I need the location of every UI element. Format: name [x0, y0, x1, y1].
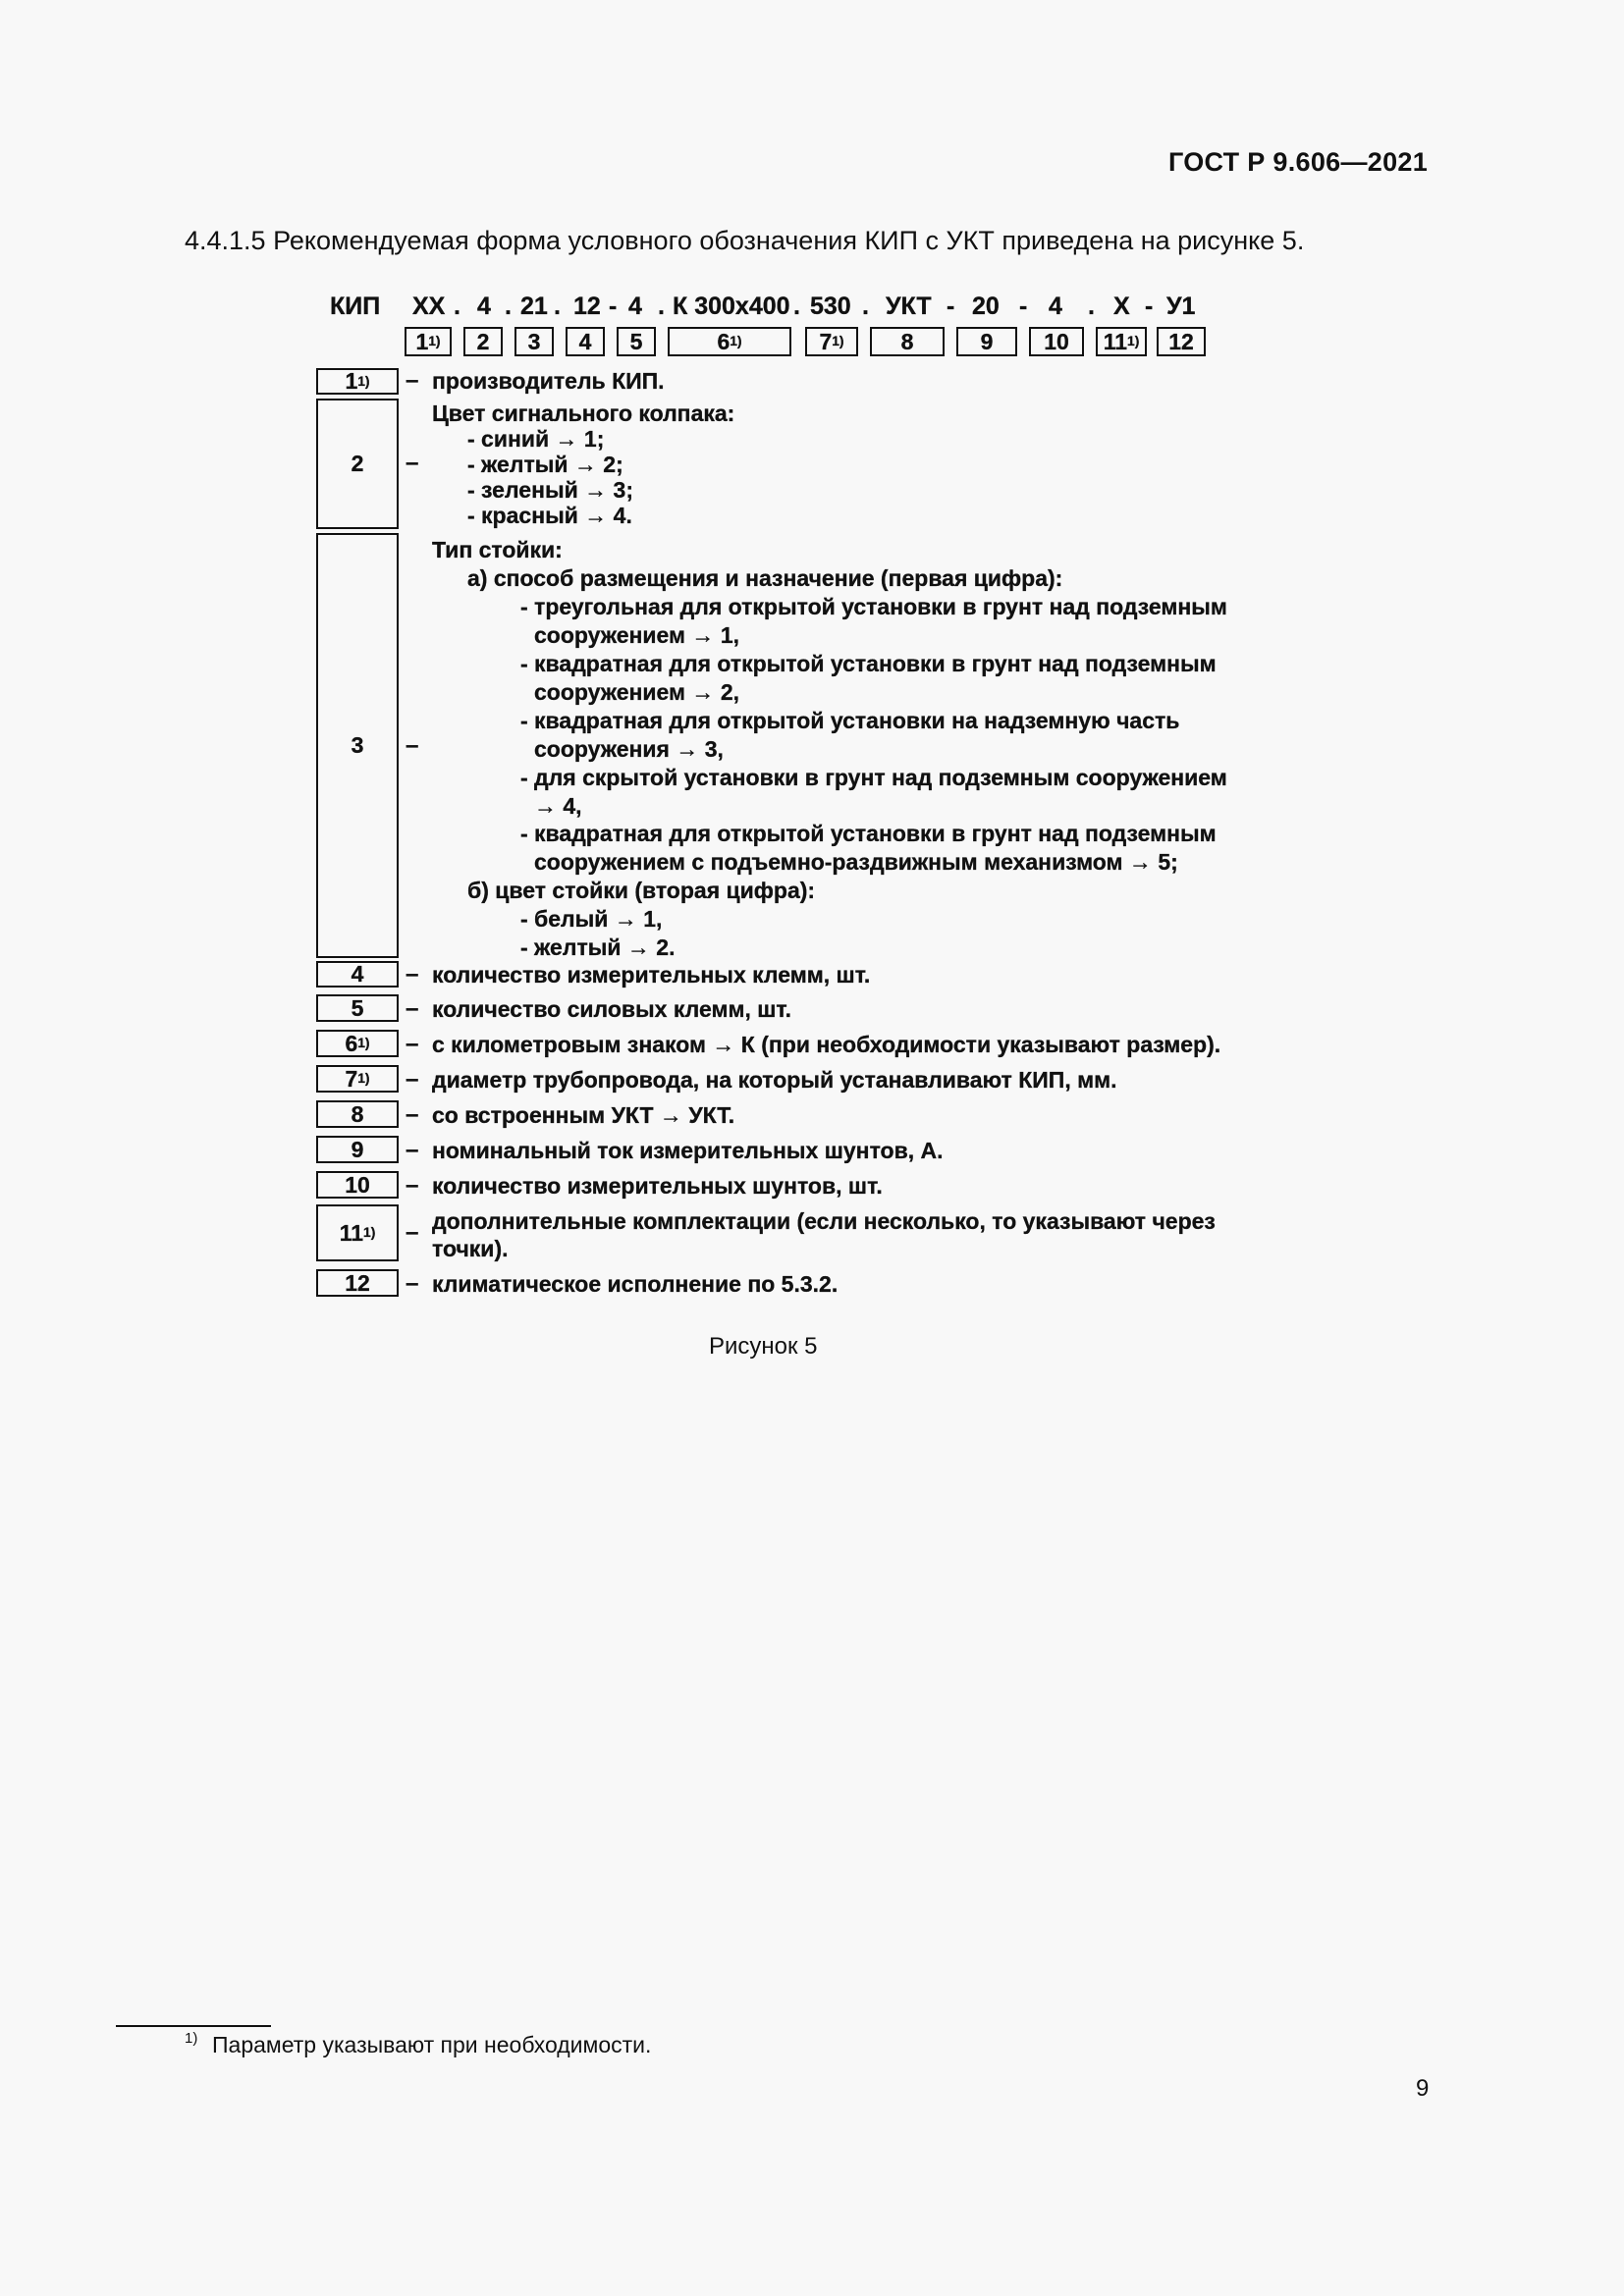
- code-box-10: 10: [1029, 327, 1084, 356]
- code-token: -: [609, 293, 618, 320]
- legend-dash: –: [406, 1219, 419, 1246]
- code-token: ХХ: [412, 293, 446, 320]
- document-header: ГОСТ Р 9.606—2021: [1168, 147, 1429, 177]
- code-token: 21: [520, 293, 548, 320]
- legend-dash: –: [406, 1101, 419, 1128]
- legend-box-9: 9: [316, 1136, 399, 1163]
- legend-box-12: 12: [316, 1269, 399, 1297]
- legend-box-8: 8: [316, 1100, 399, 1128]
- legend-text-6: с километровым знаком → К (при необходимости указывают размер).: [432, 1032, 1221, 1057]
- legend-text-1: производитель КИП.: [432, 368, 665, 394]
- legend-text-12: климатическое исполнение по 5.3.2.: [432, 1271, 839, 1297]
- legend-text-3-item: - желтый → 2.: [520, 934, 676, 960]
- legend-text-2-item: - красный → 4.: [467, 503, 632, 528]
- legend-text-2-item: - зеленый → 3;: [467, 477, 633, 503]
- code-token: 4: [1049, 293, 1062, 320]
- legend-dash: –: [406, 1031, 419, 1057]
- code-token: К 300х400: [673, 293, 790, 320]
- legend-box-7: 7 1): [316, 1065, 399, 1093]
- legend-text-3-item: - белый → 1,: [520, 906, 663, 932]
- legend-text-3-item: - квадратная для открытой установки в грунт над подземным: [520, 821, 1217, 846]
- code-box-5: 5: [617, 327, 656, 356]
- footnote-mark: 1): [185, 2030, 198, 2047]
- legend-box-5: 5: [316, 994, 399, 1022]
- code-box-12: 12: [1157, 327, 1206, 356]
- code-token: .: [1088, 293, 1095, 320]
- legend-box-3: 3: [316, 533, 399, 958]
- code-box-2: 2: [463, 327, 503, 356]
- footnote-separator: [116, 2025, 271, 2027]
- legend-text-7: диаметр трубопровода, на который устанавливают КИП, мм.: [432, 1067, 1117, 1093]
- figure-caption: Рисунок 5: [709, 1333, 818, 1360]
- legend-dash: –: [406, 1270, 419, 1297]
- legend-text-3-item: сооружением → 2,: [534, 679, 739, 705]
- legend-box-10: 10: [316, 1171, 399, 1199]
- legend-text-2-item: - желтый → 2;: [467, 452, 623, 477]
- code-token: КИП: [330, 293, 381, 320]
- legend-text-3-a: а) способ размещения и назначение (первая цифра):: [467, 565, 1063, 591]
- legend-text-3-item: - квадратная для открытой установки на надземную часть: [520, 708, 1180, 733]
- legend-dash: –: [406, 1172, 419, 1199]
- legend-text-10: количество измерительных шунтов, шт.: [432, 1173, 883, 1199]
- code-box-3: 3: [514, 327, 554, 356]
- code-token: У1: [1166, 293, 1196, 320]
- legend-text-2-title: Цвет сигнального колпака:: [432, 400, 735, 426]
- code-box-7: 7 1): [805, 327, 858, 356]
- legend-text-3-item: - треугольная для открытой установки в грунт над подземным: [520, 594, 1227, 619]
- legend-dash: –: [406, 732, 419, 759]
- page-number: 9: [1416, 2075, 1430, 2102]
- code-token: .: [862, 293, 869, 320]
- legend-dash: –: [406, 367, 419, 394]
- code-token: 12: [573, 293, 601, 320]
- legend-text-3-item: сооружением → 1,: [534, 622, 739, 648]
- code-token: -: [1145, 293, 1154, 320]
- legend-box-2: 2: [316, 399, 399, 529]
- legend-box-11: 11 1): [316, 1204, 399, 1261]
- code-token: .: [454, 293, 460, 320]
- code-token: 4: [628, 293, 642, 320]
- legend-box-6: 6 1): [316, 1030, 399, 1057]
- code-box-6: 6 1): [668, 327, 791, 356]
- code-token: .: [505, 293, 512, 320]
- code-box-8: 8: [870, 327, 945, 356]
- legend-text-3-title: Тип стойки:: [432, 537, 563, 562]
- code-token: .: [554, 293, 561, 320]
- code-box-9: 9: [956, 327, 1017, 356]
- legend-text-3-item: - квадратная для открытой установки в грунт над подземным: [520, 651, 1217, 676]
- code-token: .: [658, 293, 665, 320]
- legend-text-3-b: б) цвет стойки (вторая цифра):: [467, 878, 816, 903]
- code-token: -: [1019, 293, 1028, 320]
- legend-box-1: 1 1): [316, 368, 399, 395]
- legend-text-3-item: - для скрытой установки в грунт над подземным сооружением: [520, 765, 1227, 790]
- code-token: Х: [1113, 293, 1130, 320]
- legend-dash: –: [406, 961, 419, 988]
- legend-text-3-item: сооружения → 3,: [534, 736, 724, 762]
- legend-text-3-item: → 4,: [534, 793, 582, 819]
- legend-box-4: 4: [316, 961, 399, 988]
- paragraph-4-4-1-5: 4.4.1.5 Рекомендуемая форма условного обозначения КИП с УКТ приведена на рисунке 5.: [185, 226, 1305, 255]
- code-token: 20: [972, 293, 1000, 320]
- code-box-1: 1 1): [405, 327, 452, 356]
- code-token: 4: [477, 293, 491, 320]
- code-token: УКТ: [886, 293, 932, 320]
- legend-text-11b: точки).: [432, 1236, 509, 1261]
- legend-text-5: количество силовых клемм, шт.: [432, 996, 792, 1022]
- code-token: -: [947, 293, 955, 320]
- footnote-text: Параметр указывают при необходимости.: [212, 2032, 652, 2057]
- legend-text-8: со встроенным УКТ → УКТ.: [432, 1102, 735, 1128]
- legend-dash: –: [406, 1137, 419, 1163]
- legend-text-9: номинальный ток измерительных шунтов, А.: [432, 1138, 944, 1163]
- code-box-4: 4: [566, 327, 605, 356]
- legend-text-2-item: - синий → 1;: [467, 426, 605, 452]
- legend-dash: –: [406, 1066, 419, 1093]
- legend-text-4: количество измерительных клемм, шт.: [432, 962, 871, 988]
- legend-dash: –: [406, 450, 419, 476]
- legend-text-3-item: сооружением с подъемно-раздвижным механизмом → 5;: [534, 849, 1178, 875]
- legend-text-11a: дополнительные комплектации (если несколько, то указывают через: [432, 1208, 1216, 1234]
- code-token: .: [793, 293, 800, 320]
- code-token: 530: [810, 293, 851, 320]
- legend-dash: –: [406, 995, 419, 1022]
- code-box-11: 11 1): [1096, 327, 1147, 356]
